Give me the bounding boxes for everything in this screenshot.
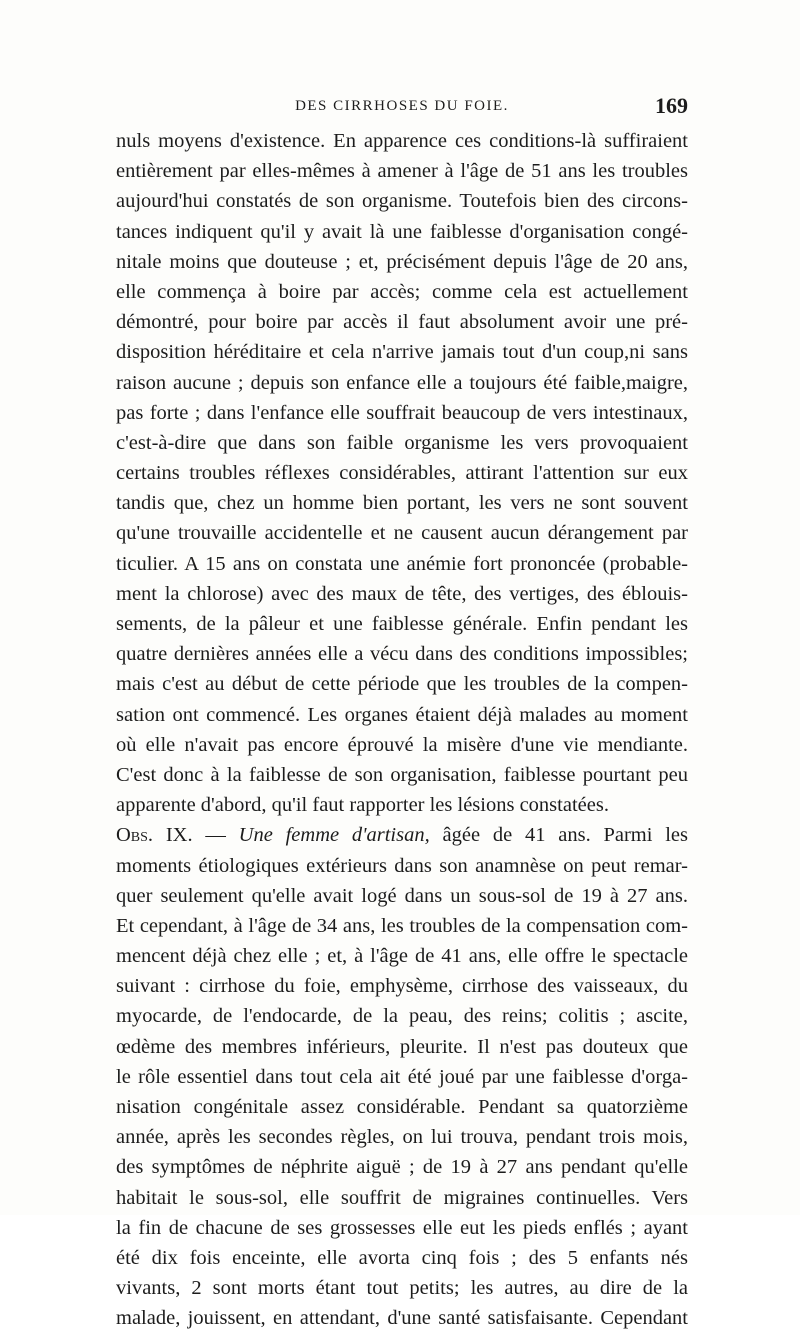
paragraph-line: vivants, 2 sont morts étant tout petits; les autres, au dire de la <box>116 1277 688 1300</box>
paragraph-line: certains troubles réflexes considérables, attirant l'attention sur eux <box>116 462 688 485</box>
paragraph-line: entièrement par elles-mêmes à amener à l'âge de 51 ans les troubles <box>116 160 688 183</box>
paragraph-line: elle commença à boire par accès; comme cela est actuellement <box>116 280 688 303</box>
paragraph-line: qu'une trouvaille accidentelle et ne causent aucun dérangement par <box>116 522 688 545</box>
paragraph-line: aujourd'hui constatés de son organisme. Toutefois bien des circons- <box>116 190 688 213</box>
paragraph-line: tances indiquent qu'il y avait là une faiblesse d'organisation congé- <box>116 220 688 243</box>
paragraph-line: ment la chlorose) avec des maux de tête, des vertiges, des éblouis- <box>116 582 688 605</box>
first-line-rest: âgée de 41 ans. Parmi les <box>429 824 689 847</box>
paragraph-line <box>116 820 688 850</box>
paragraph-line: œdème des membres inférieurs, pleurite. Il n'est pas douteux que <box>116 1035 688 1058</box>
paragraph-1 <box>116 126 688 820</box>
paragraph-line: été dix fois enceinte, elle avorta cinq fois ; des 5 enfants nés <box>116 1246 688 1269</box>
paragraph-line: suivant : cirrhose du foie, emphysème, cirrhose des vaisseaux, du <box>116 975 688 998</box>
paragraph-line: ticulier. A 15 ans on constata une anémie fort prononcée (probable- <box>116 552 688 575</box>
paragraph-line: disposition héréditaire et cela n'arrive jamais tout d'un coup,ni sans <box>116 341 688 364</box>
paragraph-line: mais c'est au début de cette période que les troubles de la compen- <box>116 673 688 696</box>
paragraph-line: démontré, pour boire par accès il faut absolument avoir une pré- <box>116 311 688 334</box>
paragraph-line: apparente d'abord, qu'il faut rapporter les lésions constatées. <box>116 794 609 817</box>
paragraph-line: sation ont commencé. Les organes étaient déjà malades au moment <box>116 703 688 726</box>
paragraph-line: quer seulement qu'elle avait logé dans un sous-sol de 19 à 27 ans. <box>116 884 688 907</box>
paragraph-line: tandis que, chez un homme bien portant, les vers ne sont souvent <box>116 492 688 515</box>
paragraph-2 <box>116 820 688 1333</box>
paragraph-line: la fin de chacune de ses grossesses elle eut les pieds enflés ; ayant <box>116 1216 688 1239</box>
paragraph-line: le rôle essentiel dans tout cela ait été joué par une faiblesse d'orga- <box>116 1065 688 1088</box>
paragraph-line: habitait le sous-sol, elle souffrit de migraines continuelles. Vers <box>116 1186 688 1209</box>
paragraph-line: raison aucune ; depuis son enfance elle a toujours été faible,maigre, <box>116 371 688 394</box>
paragraph-line: pas forte ; dans l'enfance elle souffrait beaucoup de vers intestinaux, <box>116 401 688 424</box>
paragraph-line: nitale moins que douteuse ; et, précisément depuis l'âge de 20 ans, <box>116 250 688 273</box>
paragraph-line: nuls moyens d'existence. En apparence ces conditions-là suffiraient <box>116 130 688 152</box>
paragraph-line: où elle n'avait pas encore éprouvé la misère d'une vie mendiante. <box>116 733 688 756</box>
paragraph-line: Et cependant, à l'âge de 34 ans, les troubles de la compensation com- <box>116 914 688 937</box>
dash: — <box>192 824 239 847</box>
paragraph-line: c'est-à-dire que dans son faible organisme les vers provoquaient <box>116 431 688 454</box>
paragraph-line: année, après les secondes règles, on lui trouva, pendant trois mois, <box>116 1126 688 1149</box>
paragraph-line: nisation congénitale assez considérable. Pendant sa quatorzième <box>116 1096 688 1118</box>
paragraph-line: malade, jouissent, en attendant, d'une santé satisfaisante. Cependant <box>116 1307 688 1330</box>
page-number: 169 <box>655 93 688 118</box>
running-title: DES CIRRHOSES DU FOIE. <box>295 98 509 114</box>
paragraph-line: quatre dernières années elle a vécu dans des conditions impossibles; <box>116 643 688 666</box>
paragraph-line: des symptômes de néphrite aiguë ; de 19 à 27 ans pendant qu'elle <box>116 1156 688 1179</box>
paragraph-line: moments étiologiques extérieurs dans son anamnèse on peut remar- <box>116 854 688 877</box>
body-text <box>116 126 688 1334</box>
observation-title: Une femme d'artisan, <box>238 824 430 847</box>
paragraph-line: myocarde, de l'endocarde, de la peau, des reins; colitis ; ascite, <box>116 1005 688 1028</box>
paragraph-line: C'est donc à la faiblesse de son organisation, faiblesse pourtant peu <box>116 763 688 786</box>
paragraph-line: mencent déjà chez elle ; et, à l'âge de 41 ans, elle offre le spectacle <box>116 945 688 968</box>
observation-label: Obs. IX. <box>116 824 193 847</box>
paragraph-line: sements, de la pâleur et une faiblesse générale. Enfin pendant les <box>116 613 688 635</box>
running-header <box>116 92 688 120</box>
